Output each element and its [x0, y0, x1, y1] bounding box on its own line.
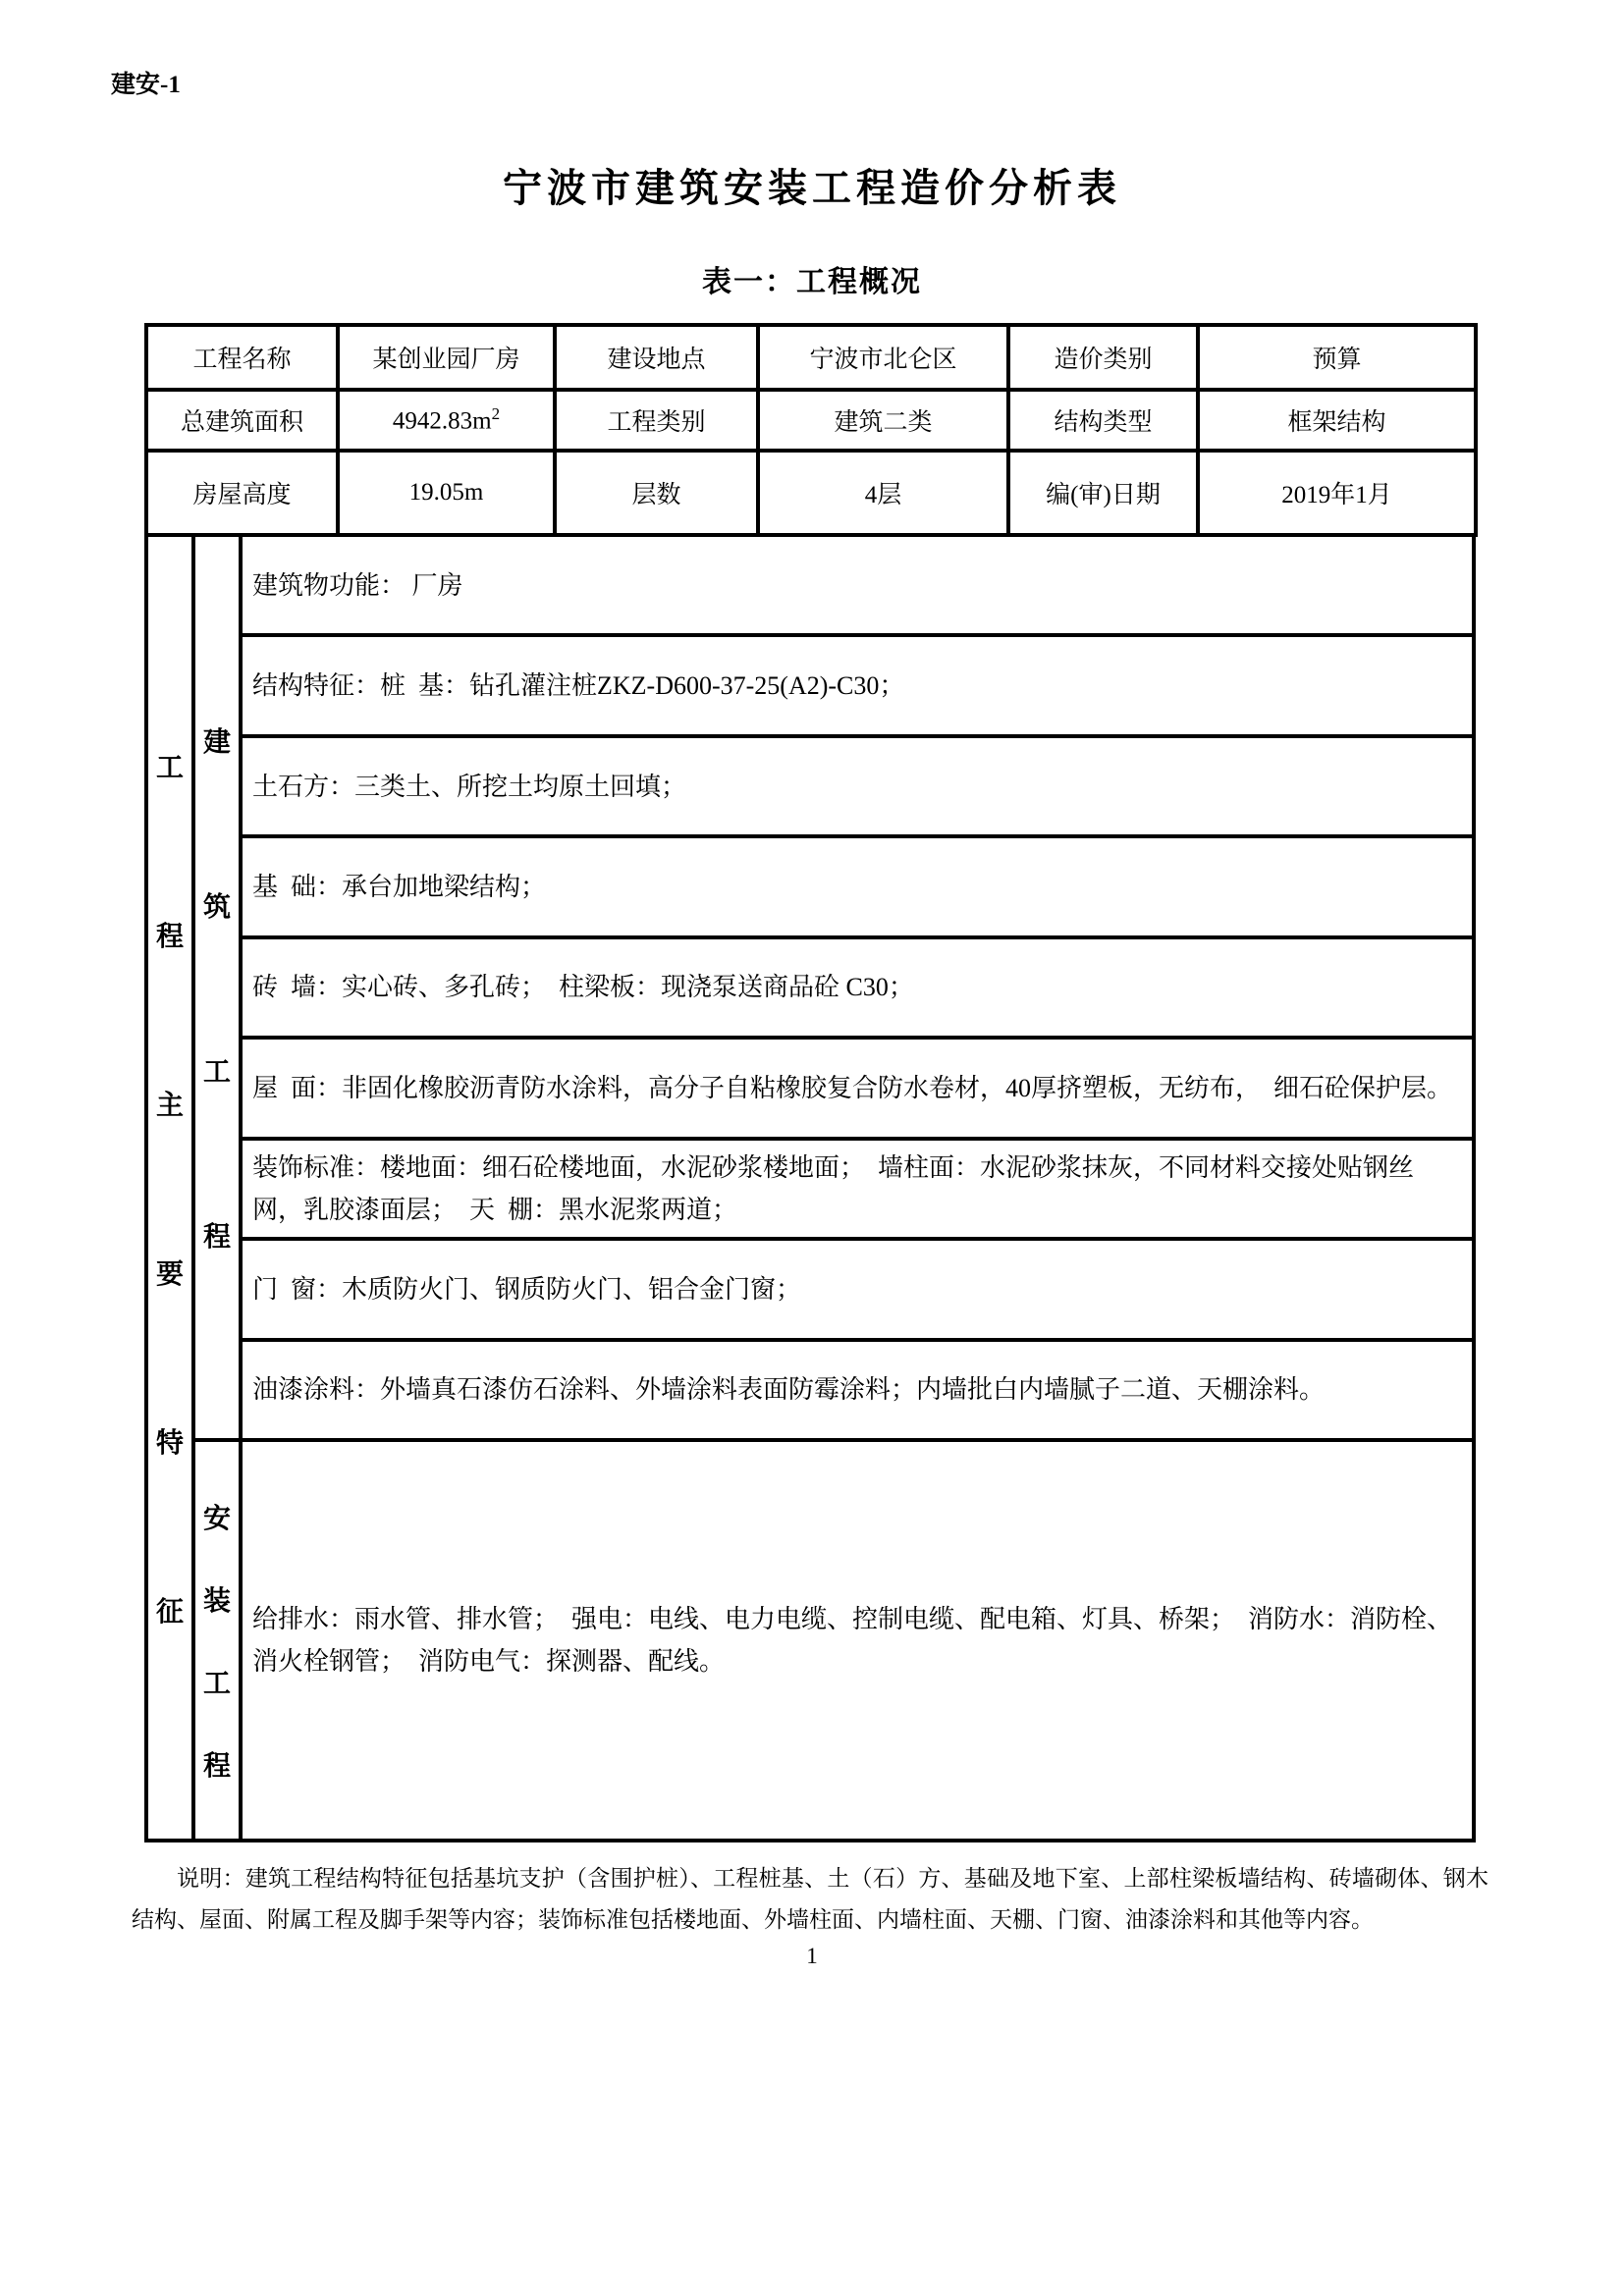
building-label-char: 建: [202, 727, 231, 758]
header-char: 主: [155, 1091, 184, 1121]
overview-row-1: [146, 325, 1476, 390]
feature-row-foundation: [243, 838, 1472, 938]
install-content: [243, 1442, 1472, 1839]
feature-text: 土石方：三类土、所挖土均原土回填；: [252, 772, 687, 801]
value-location: 宁波市北仑区: [758, 325, 1008, 390]
page-number: 1: [806, 1944, 818, 1968]
install-section-label: [195, 1442, 243, 1839]
feature-row-function: [243, 537, 1472, 637]
feature-text: 砖 墙：实心砖、多孔砖； 柱梁板：现浇泵送商品砼 C30；: [252, 973, 914, 1002]
feature-text: 结构特征：桩 基：钻孔灌注桩ZKZ-D600-37-25(A2)-C30；: [252, 671, 905, 701]
label-building-height: 房屋高度: [146, 451, 338, 535]
building-section-label: [195, 537, 243, 1438]
install-label-char: 程: [202, 1751, 231, 1782]
area-number: 4942.83m: [392, 407, 492, 435]
overview-row-2: [146, 390, 1476, 451]
label-location: 建设地点: [555, 325, 758, 390]
feature-row-structure: [243, 637, 1472, 737]
label-structure-type: 结构类型: [1008, 390, 1198, 451]
explanation-note: 说明：建筑工程结构特征包括基坑支护（含围护桩）、工程桩基、土（石）方、基础及地下室、上部柱梁板墙结构、砖墙砌体、钢木结构、屋面、附属工程及脚手架等内容；装饰标准包括楼地面、外墙柱面、内墙柱面、天棚、门窗、油漆涂料和其他等内容。: [132, 1866, 1489, 1932]
label-total-area: 总建筑面积: [146, 390, 338, 451]
header-char: 程: [155, 922, 184, 952]
form-code: 建安-1: [111, 72, 181, 98]
feature-text: 油漆涂料：外墙真石漆仿石涂料、外墙涂料表面防霉涂料；内墙批白内墙腻子二道、天棚涂料。: [252, 1375, 1326, 1405]
feature-row-decoration: [243, 1141, 1472, 1241]
building-rows: [243, 537, 1472, 1438]
overview-table: [144, 323, 1478, 537]
feature-text: 门 窗：木质防火门、钢质防火门、铝合金门窗；: [252, 1274, 802, 1304]
building-label-char: 工: [202, 1057, 231, 1088]
value-cost-category: 预算: [1198, 325, 1476, 390]
label-audit-date: 编(审)日期: [1008, 451, 1198, 535]
features-table: [144, 533, 1476, 1842]
feature-text: 建筑物功能： 厂房: [252, 570, 463, 600]
value-floors: 4层: [758, 451, 1008, 535]
feature-row-paint: [243, 1342, 1472, 1438]
features-row-header: [148, 537, 195, 1839]
install-label-char: 安: [202, 1504, 231, 1534]
value-building-height: 19.05m: [338, 451, 555, 535]
feature-row-earthwork: [243, 738, 1472, 838]
header-char: 征: [155, 1597, 184, 1628]
label-project-class: 工程类别: [555, 390, 758, 451]
header-char: 工: [155, 753, 184, 783]
building-label-char: 程: [202, 1222, 231, 1253]
feature-row-roof: [243, 1040, 1472, 1140]
feature-row-walls: [243, 939, 1472, 1040]
building-label-char: 筑: [202, 892, 231, 923]
feature-text: 基 础：承台加地梁结构；: [252, 873, 547, 902]
install-label-char: 装: [202, 1586, 231, 1617]
value-project-class: 建筑二类: [758, 390, 1008, 451]
feature-text: 屋 面：非固化橡胶沥青防水涂料，高分子自粘橡胶复合防水卷材，40厚挤塑板，无纺布， 细石砼保护层。: [252, 1073, 1453, 1102]
label-cost-category: 造价类别: [1008, 325, 1198, 390]
overview-row-3: [146, 451, 1476, 535]
building-section: [195, 537, 1472, 1438]
value-structure-type: 框架结构: [1198, 390, 1476, 451]
area-superscript: 2: [491, 404, 501, 424]
features-body: [195, 537, 1472, 1839]
feature-text: 给排水：雨水管、排水管； 强电：电线、电力电缆、控制电缆、配电箱、灯具、桥架； 消防水：消防栓、消火栓钢管； 消防电气：探测器、配线。: [252, 1605, 1453, 1676]
page-title: 宁波市建筑安装工程造价分析表: [503, 166, 1121, 210]
feature-row-doors-windows: [243, 1241, 1472, 1341]
label-project-name: 工程名称: [146, 325, 338, 390]
value-audit-date: 2019年1月: [1198, 451, 1476, 535]
value-project-name: 某创业园厂房: [338, 325, 555, 390]
feature-text: 装饰标准：楼地面：细石砼楼地面，水泥砂浆楼地面； 墙柱面：水泥砂浆抹灰，不同材料交接处贴钢丝网，乳胶漆面层； 天 棚：黑水泥浆两道；: [252, 1152, 1415, 1224]
value-total-area: [338, 390, 555, 451]
page-subtitle: 表一：工程概况: [702, 266, 922, 298]
label-floors: 层数: [555, 451, 758, 535]
install-label-char: 工: [202, 1669, 231, 1699]
install-section: [195, 1438, 1472, 1839]
header-char: 特: [155, 1428, 184, 1459]
header-char: 要: [155, 1259, 184, 1290]
